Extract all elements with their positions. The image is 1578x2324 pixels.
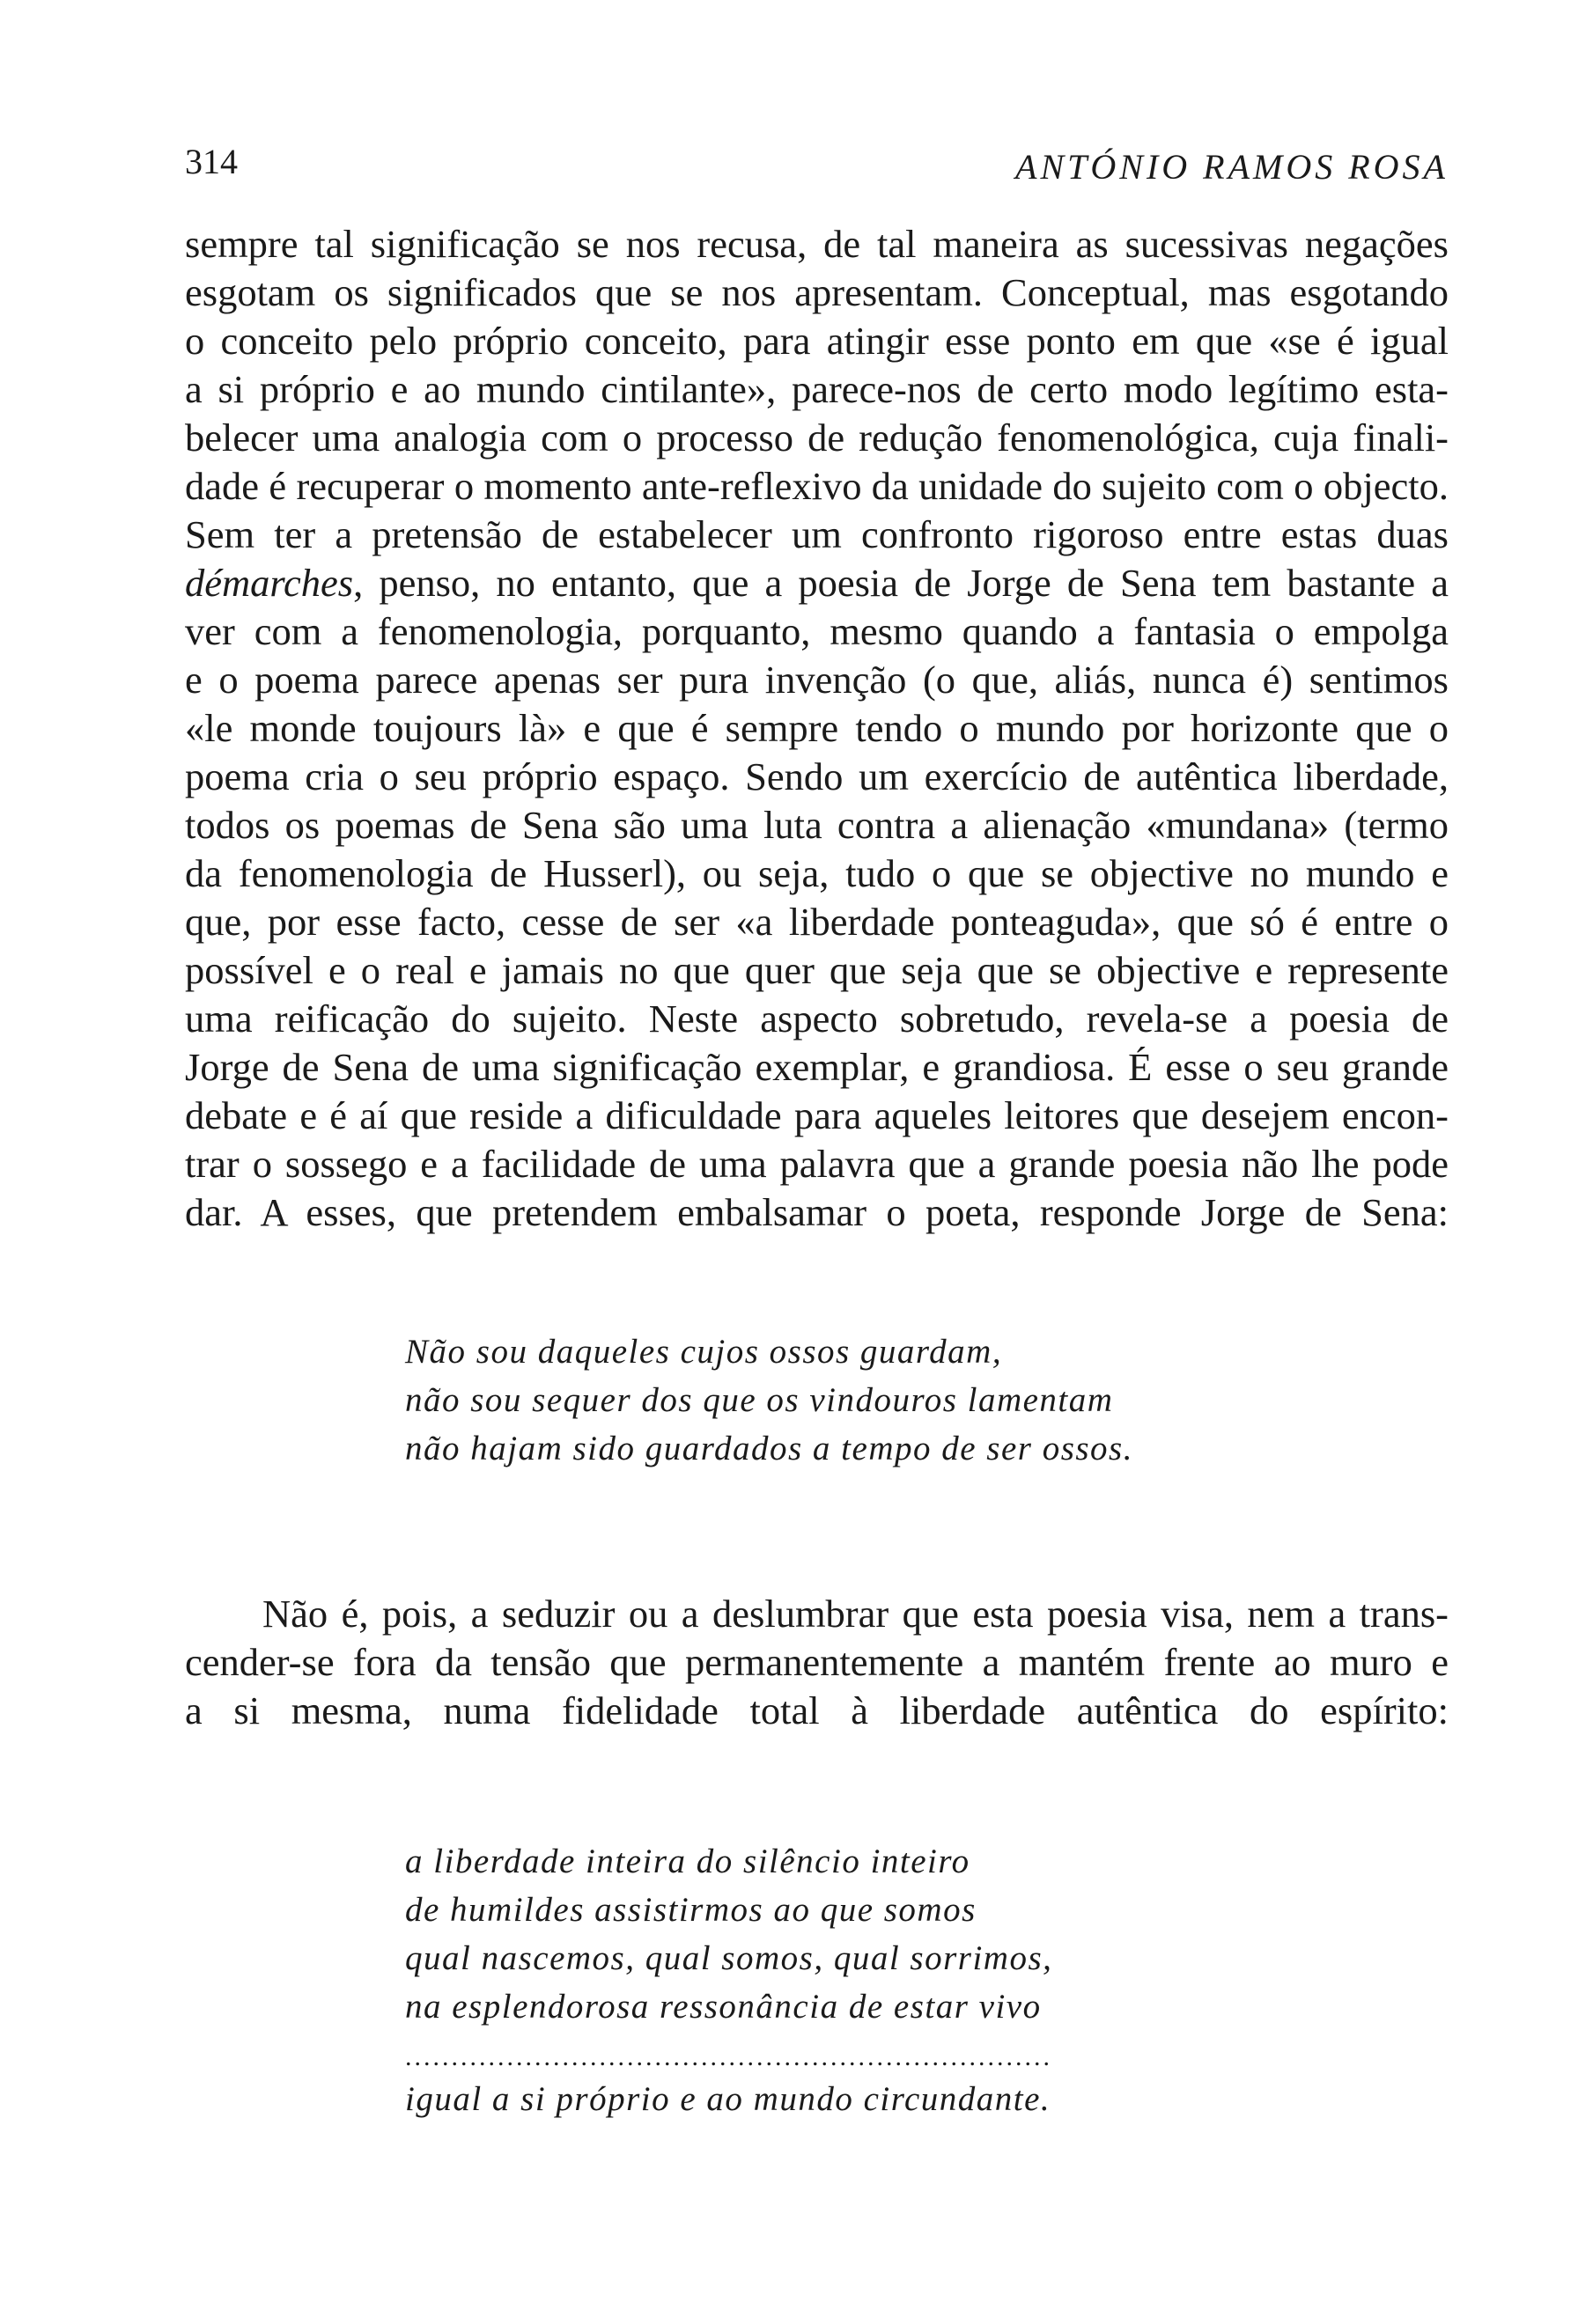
- text-line: o conceito pelo próprio conceito, para atingir esse ponto em que «se é igual: [185, 319, 1449, 363]
- text-line: e o poema parece apenas ser pura invenção (o que, aliás, nunca é) sentimos: [185, 658, 1449, 702]
- text-line: trar o sossego e a facilidade de uma palavra que a grande poesia não lhe pode: [185, 1142, 1449, 1186]
- text-line: ver com a fenomenologia, porquanto, mesmo quando a fantasia o empolga: [185, 609, 1449, 653]
- text-line: [185, 559, 1449, 607]
- running-title: ANTÓNIO RAMOS ROSA: [1015, 147, 1449, 187]
- text-line: da fenomenologia de Husserl), ou seja, tudo o que se objective no mundo e: [185, 851, 1449, 895]
- text-line: possível e o real e jamais no que quer que seja que se objective e represente: [185, 948, 1449, 992]
- italic-term: démarches: [185, 561, 354, 605]
- text-line: esgotam os significados que se nos apresentam. Conceptual, mas esgotando: [185, 270, 1449, 314]
- poem-quote-2: [405, 1837, 1052, 2123]
- text-line: a si mesma, numa fidelidade total à liberdade autêntica do espírito:: [185, 1688, 1449, 1732]
- text-line: dar. A esses, que pretendem embalsamar o poeta, responde Jorge de Sena:: [185, 1190, 1449, 1234]
- text-line: Jorge de Sena de uma significação exemplar, e grandiosa. É esse o seu grande: [185, 1045, 1449, 1089]
- poem-verse: Não sou daqueles cujos ossos guardam,: [405, 1333, 1003, 1371]
- body-paragraph: [185, 220, 1449, 1237]
- text-line: dade é recuperar o momento ante-reflexivo da unidade do sujeito com o objecto.: [185, 464, 1449, 508]
- poem-verse: não sou sequer dos que os vindouros lamentam: [405, 1381, 1114, 1419]
- text-line: Sem ter a pretensão de estabelecer um confronto rigoroso entre estas duas: [185, 512, 1449, 556]
- text-fragment: , penso, no entanto, que a poesia de Jorge de Sena tem bastante a: [353, 561, 1449, 605]
- poem-verse: qual nascemos, qual somos, qual sorrimos,: [405, 1939, 1053, 1977]
- text-line: poema cria o seu próprio espaço. Sendo um exercício de autêntica liberdade,: [185, 754, 1449, 798]
- text-line: que, por esse facto, cesse de ser «a liberdade ponteaguda», que só é entre o: [185, 900, 1449, 944]
- poem-verse: não hajam sido guardados a tempo de ser ossos.: [405, 1430, 1133, 1467]
- ellipsis-line: ......................................................................: [405, 2042, 1052, 2071]
- poem-verse: igual a si próprio e ao mundo circundante.: [405, 2080, 1051, 2118]
- page-number: 314: [185, 142, 238, 181]
- text-line: belecer uma analogia com o processo de redução fenomenológica, cuja finali-: [185, 416, 1449, 460]
- poem-verse: a liberdade inteira do silêncio inteiro: [405, 1842, 970, 1880]
- text-line: debate e é aí que reside a dificuldade para aqueles leitores que desejem encon-: [185, 1093, 1449, 1137]
- text-line: Não é, pois, a seduzir ou a deslumbrar que esta poesia visa, nem a trans-: [262, 1592, 1449, 1636]
- body-paragraph-2: [185, 1590, 1449, 1735]
- poem-quote-1: [405, 1327, 1133, 1473]
- text-line: uma reificação do sujeito. Neste aspecto sobretudo, revela-se a poesia de: [185, 997, 1449, 1041]
- text-line: todos os poemas de Sena são uma luta contra a alienação «mundana» (termo: [185, 803, 1449, 847]
- text-line: cender-se fora da tensão que permanentemente a mantém frente ao muro e: [185, 1640, 1449, 1684]
- running-header: [185, 141, 1449, 194]
- text-line: a si próprio e ao mundo cintilante», parece-nos de certo modo legítimo esta-: [185, 367, 1449, 411]
- text-line: «le monde toujours là» e que é sempre tendo o mundo por horizonte que o: [185, 706, 1449, 750]
- text-line: sempre tal significação se nos recusa, de tal maneira as sucessivas negações: [185, 222, 1449, 266]
- poem-verse: de humildes assistirmos ao que somos: [405, 1891, 977, 1929]
- poem-verse: na esplendorosa ressonância de estar vivo: [405, 1988, 1042, 2026]
